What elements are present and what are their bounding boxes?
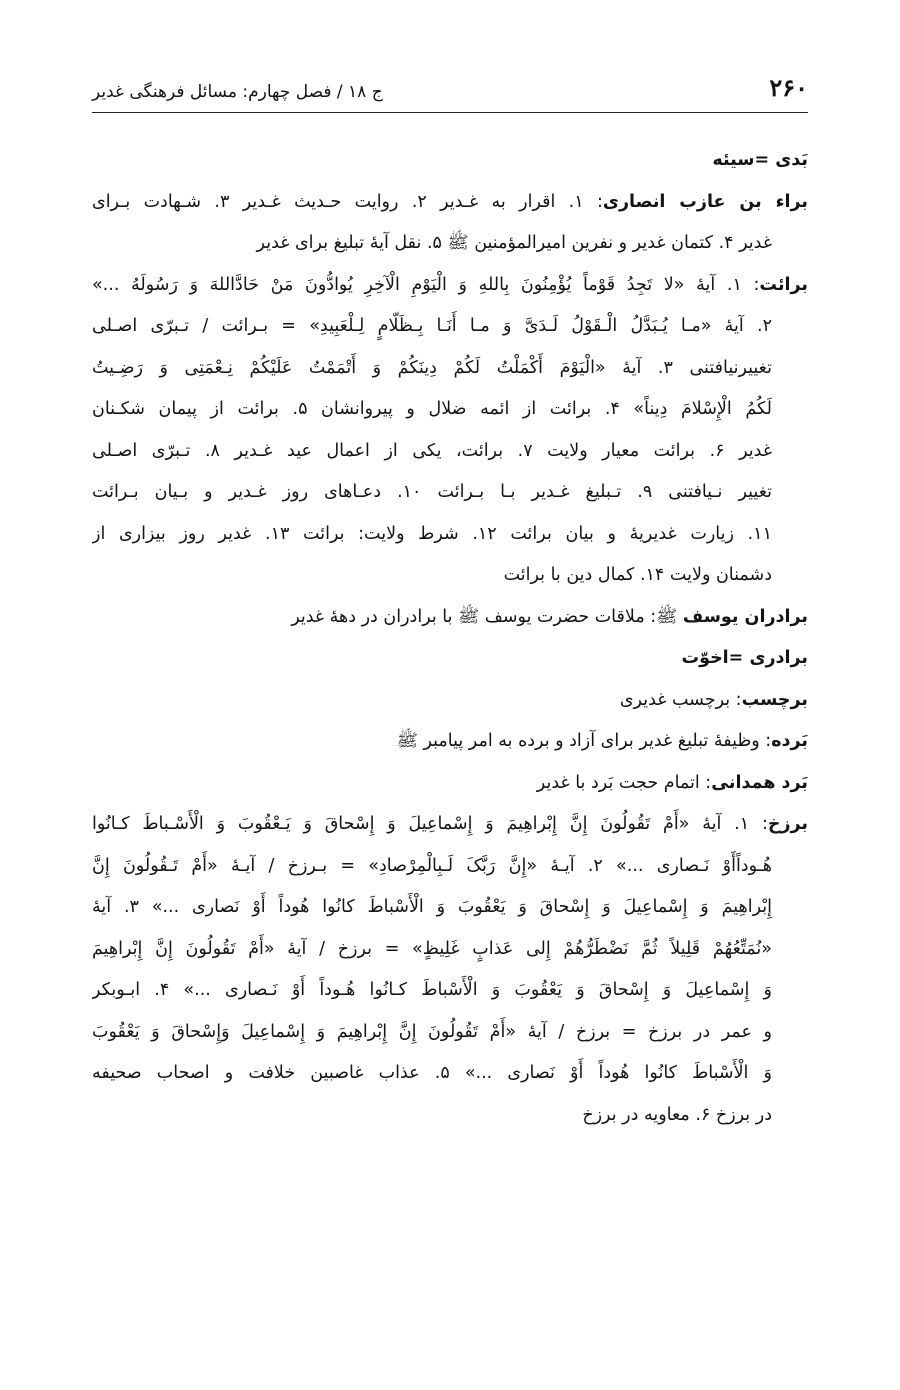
entry-line xyxy=(92,846,808,888)
entry-headword: برائت xyxy=(759,274,808,295)
entry-text: وَ إِسْماعِیلَ وَ إِسْحاقَ وَ یَعْقُوبَ وَ الْأَسْباطَ کـانُوا هُـوداً أَوْ نَـصاری ...» ۴. ابـوبکر xyxy=(92,980,773,1000)
entry-text: غدیر ۴. کتمان غدیر و نفرین امیرالمؤمنین ﷺ ۵. نقل آیهٔ تبلیغ برای غدیر xyxy=(256,233,772,253)
entry-line xyxy=(92,929,808,971)
entry-line xyxy=(92,970,808,1012)
entry-headword: برادران یوسف xyxy=(682,606,808,627)
entry-text: : ۱. آیهٔ «لا تَجِدُ قَوْماً یُؤْمِنُونَ بِاللهِ وَ الْیَوْمِ الْآخِرِ یُوادُّونَ مَنْ حَادَّاللهَ وَ رَسُولَهُ ...» xyxy=(92,274,760,295)
entry-text: در برزخ ۶. معاویه در برزخ xyxy=(582,1104,772,1125)
entry-text: وَ الْأَسْباطَ کانُوا هُوداً أَوْ نَصاری ...» ۵. عذاب غاصبین خلافت و اصحاب صحیفه xyxy=(92,1063,772,1083)
entry-line xyxy=(92,140,808,182)
entry-line xyxy=(92,555,808,597)
entry-line xyxy=(92,597,808,639)
entry-text: ۱۱. زیارت غدیریهٔ و بیان برائت ۱۲. شرط ولایت: برائت ۱۳. غدیر روز بیزاری از xyxy=(92,523,772,544)
entry-text: تغییرنیافتنی ۳. آیهٔ «الْیَوْمَ أَکْمَلْتُ لَکُمْ دِینَکُمْ وَ أَتْمَمْتُ عَلَیْکُمْ نِـعْمَتِی وَ رَضِـیتُ xyxy=(92,357,772,378)
index-entry xyxy=(92,638,808,680)
entry-line xyxy=(92,763,808,805)
entry-line xyxy=(92,389,808,431)
entry-line xyxy=(92,348,808,390)
entry-line xyxy=(92,265,808,307)
entry-text: : وظیفهٔ تبلیغ غدیر برای آزاد و برده به امر پیامبر ﷺ xyxy=(396,731,772,751)
entry-line xyxy=(92,804,808,846)
entry-line xyxy=(92,638,808,680)
entry-headword: برزخ xyxy=(767,814,808,834)
index-entry xyxy=(92,140,808,182)
index-entry xyxy=(92,804,808,1136)
entry-line xyxy=(92,1012,808,1054)
entry-text: ۲. آیهٔ «مـا یُـبَدَّلُ الْـقَوْلُ لَـدَیَّ وَ مـا أَنَـا بِـظَلّامٍ لِـلْعَبِیدِ» = بـرائت / تـبرّی اصـلی xyxy=(92,316,772,336)
entry-headword: بَرده xyxy=(771,731,808,751)
entry-text: : اتمام حجت بَرد با غدیر xyxy=(536,772,712,793)
entry-line xyxy=(92,472,808,514)
page-number: ۲۶۰ xyxy=(769,73,808,102)
entry-line xyxy=(92,887,808,929)
entry-headword: براء بن عازب انصاری xyxy=(602,191,808,212)
entry-line xyxy=(92,182,808,224)
entry-line xyxy=(92,514,808,556)
entry-text: لَکُمُ الْإِسْلامَ دِیناً» ۴. برائت از ائمه ضلال و پیروانشان ۵. برائت از پیمان شکـنان xyxy=(92,399,772,419)
index-entry xyxy=(92,597,808,639)
entry-headword: بَرد همدانی xyxy=(711,772,808,793)
entry-text: هُـوداًأَوْ نَـصاری ...» ۲. آیـهٔ «إِنَّ رَبَّکَ لَـبِالْمِرْصادِ» = بـرزخ / آیـهٔ «أَمْ تَـقُولُونَ إِنَّ xyxy=(92,855,772,876)
index-entry xyxy=(92,763,808,805)
entry-text: تغییر نـیافتنی ۹. تـبلیغ غـدیر بـا بـرائت ۱۰. دعـاهای روز غـدیر و بـیان بـرائت xyxy=(92,482,773,502)
entry-line xyxy=(92,1095,808,1137)
entry-line xyxy=(92,431,808,473)
index-entry xyxy=(92,680,808,722)
entry-text: ﷺ: ملاقات حضرت یوسف ﷺ با برادران در دههٔ غدیر xyxy=(291,606,683,627)
entry-text: دشمنان ولایت ۱۴. کمال دین با برائت xyxy=(503,565,772,585)
entry-line xyxy=(92,1053,808,1095)
entry-text: : ۱. اقرار به غـدیر ۲. روایت حـدیث غـدیر ۳. شـهادت بـرای xyxy=(92,191,603,212)
entry-headword: بَدی =سیئه xyxy=(712,150,808,170)
entry-text: : برچسب غدیری xyxy=(619,689,742,710)
page-header xyxy=(92,68,808,113)
entry-headword: برچسب xyxy=(741,689,808,710)
entry-line xyxy=(92,680,808,722)
entry-line xyxy=(92,306,808,348)
index-entry xyxy=(92,265,808,597)
index-entry xyxy=(92,721,808,763)
index-entry xyxy=(92,182,808,265)
entry-line xyxy=(92,223,808,265)
entry-text: و عمر در برزخ = برزخ / آیهٔ «أَمْ تَقُولُونَ إِنَّ إِبْراهِیمَ وَ إِسْماعِیلَ وَإِسْحاقَ وَ یَعْقُوبَ xyxy=(92,1021,772,1042)
entry-text: «نُمَتِّعُهُمْ قَلِیلاً ثُمَّ نَضْطَرُّهُمْ إِلى عَذابٍ غَلِیظٍ» = برزخ / آیهٔ «أَمْ تَقُولُونَ إِنَّ إِبْراهِیمَ xyxy=(92,938,772,959)
entry-line xyxy=(92,721,808,763)
entry-text: غدیر ۶. برائت معیار ولایت ۷. برائت، یکی از اعمال عید غـدیر ۸. تـبرّی اصـلی xyxy=(92,440,772,461)
index-body xyxy=(92,140,808,1136)
entry-text: : ۱. آیهٔ «أَمْ تَقُولُونَ إِنَّ إِبْراهِیمَ وَ إِسْماعِیلَ وَ إِسْحاقَ وَ یَـعْقُوبَ وَ الْأَسْـباطَ کـانُوا xyxy=(92,814,768,834)
entry-text: إِبْراهِیمَ وَ إِسْماعِیلَ وَ إِسْحاقَ وَ یَعْقُوبَ وَ الْأَسْباطَ کانُوا هُوداً أَوْ نَصاری ...» ۳. آیهٔ xyxy=(92,897,772,917)
entry-headword: برادری =اخوّت xyxy=(681,648,808,668)
running-head: ج ۱۸ / فصل چهارم: مسائل فرهنگی غدیر xyxy=(92,82,383,102)
